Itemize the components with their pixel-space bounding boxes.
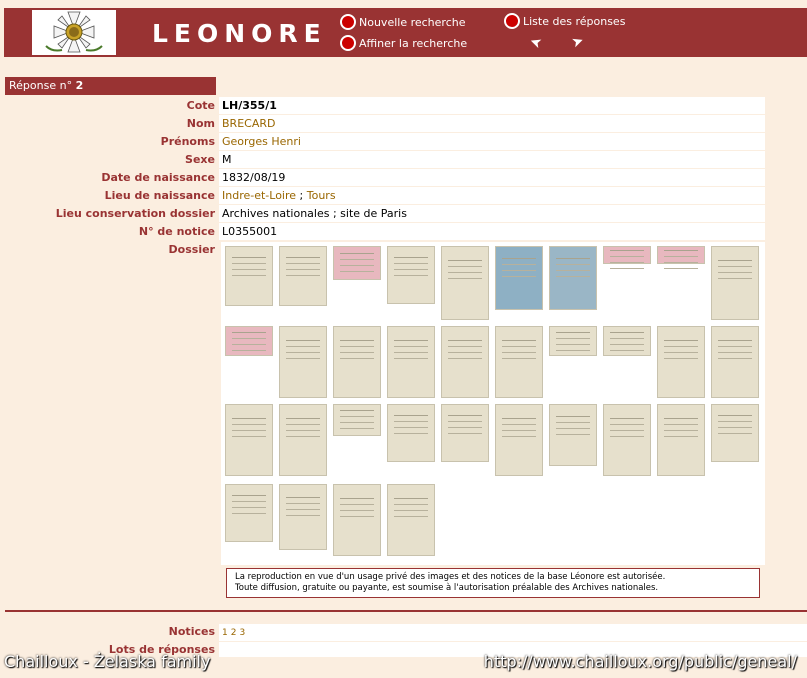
field-label: N° de notice [138,225,215,238]
dossier-page-thumbnail[interactable] [279,326,327,398]
notice-fields [5,97,765,259]
dossier-page-thumbnail[interactable] [441,326,489,398]
field-label: Cote [186,99,215,112]
dossier-page-thumbnail[interactable] [495,404,543,476]
dossier-page-thumbnail[interactable] [657,326,705,398]
red-dot-icon [340,35,356,51]
lots-label: Lots de réponses [108,643,215,656]
field-value-date-naissance: 1832/08/19 [219,169,765,186]
field-value-notice: L0355001 [219,223,765,240]
cross-icon [32,10,116,55]
affiner-recherche-link[interactable] [340,35,467,51]
field-label: Lieu conservation dossier [55,207,215,220]
field-label: Prénoms [160,135,215,148]
divider [5,610,807,612]
field-row-lieu-conservation [5,205,765,222]
dossier-page-thumbnail[interactable] [333,326,381,398]
dossier-page-thumbnail[interactable] [711,404,759,462]
field-label: Nom [186,117,215,130]
dossier-page-thumbnail[interactable] [549,246,597,310]
dossier-page-thumbnail[interactable] [549,404,597,466]
dossier-page-thumbnail[interactable] [333,404,381,436]
dossier-thumbnails [221,242,765,565]
page-link[interactable]: 3 [239,628,246,638]
field-row-prenoms [5,133,765,150]
field-value-nom[interactable]: BRECARD [219,115,765,132]
dossier-page-thumbnail[interactable] [441,404,489,462]
dossier-page-thumbnail[interactable] [495,246,543,310]
separator: ; [296,189,307,202]
field-label: Date de naissance [101,171,215,184]
dossier-page-thumbnail[interactable] [225,246,273,306]
dossier-page-thumbnail[interactable] [225,404,273,476]
dossier-page-thumbnail[interactable] [387,326,435,398]
nouvelle-recherche-link[interactable] [340,14,466,30]
notice-line-2: Toute diffusion, gratuite ou payante, est soumise à l'autorisation préalable des Archives nationales. [235,583,659,593]
dossier-page-thumbnail[interactable] [387,246,435,304]
dossier-page-thumbnail[interactable] [225,484,273,542]
field-value-cote: LH/355/1 [219,97,765,114]
app-title: LEONORE [152,19,327,48]
field-row-cote [5,97,765,114]
notices-row [5,624,807,641]
dossier-page-thumbnail[interactable] [387,484,435,556]
dossier-page-thumbnail[interactable] [279,246,327,306]
notices-pages [219,624,807,641]
dossier-page-thumbnail[interactable] [711,326,759,398]
field-label: Dossier [168,243,215,256]
field-label: Sexe [185,153,215,166]
dossier-page-thumbnail[interactable] [225,326,273,356]
field-row-notice [5,223,765,240]
dossier-page-thumbnail[interactable] [603,404,651,476]
dossier-page-thumbnail[interactable] [603,326,651,356]
response-number: 2 [75,79,84,92]
dossier-page-thumbnail[interactable] [495,326,543,398]
red-dot-icon [340,14,356,30]
field-row-nom [5,115,765,132]
legion-honneur-logo [32,10,116,55]
dossier-page-thumbnail[interactable] [333,246,381,280]
nouvelle-recherche-label: Nouvelle recherche [359,15,466,29]
affiner-recherche-label: Affiner la recherche [359,36,468,50]
field-row-sexe [5,151,765,168]
previous-arrow-icon[interactable]: ➤ [527,32,545,52]
dossier-page-thumbnail[interactable] [441,246,489,320]
dossier-page-thumbnail[interactable] [333,484,381,556]
field-value-lieu-conservation: Archives nationales ; site de Paris [219,205,765,222]
page-link[interactable]: 1 [222,628,228,638]
liste-reponses-link[interactable] [504,13,625,29]
watermark-right: http://www.chailloux.org/public/geneal/ [483,652,797,671]
notice-line-1: La reproduction en vue d'un usage privé des images et des notices de la base Léonore est autorisée. [235,572,666,582]
ville-link[interactable]: Tours [306,189,336,202]
dossier-page-thumbnail[interactable] [657,246,705,264]
dossier-page-thumbnail[interactable] [279,484,327,550]
next-arrow-icon[interactable]: ➤ [569,32,587,52]
reproduction-notice [226,568,760,598]
field-value-prenoms[interactable]: Georges Henri [219,133,765,150]
field-row-lieu-naissance [5,187,765,204]
dossier-page-thumbnail[interactable] [711,246,759,320]
field-label: Lieu de naissance [104,189,215,202]
dossier-page-thumbnail[interactable] [279,404,327,476]
departement-link[interactable]: Indre-et-Loire [222,189,297,202]
dossier-page-thumbnail[interactable] [549,326,597,356]
dossier-page-thumbnail[interactable] [657,404,705,476]
watermark-left: Chailloux - Żelaska family [4,652,211,671]
notices-label: Notices [168,625,215,638]
liste-reponses-label: Liste des réponses [523,14,626,28]
dossier-page-thumbnail[interactable] [603,246,651,264]
red-dot-icon [504,13,520,29]
response-header [5,77,216,95]
field-value-lieu-naissance [219,187,765,204]
field-row-date-naissance [5,169,765,186]
field-value-sexe: M [219,151,765,168]
page-link[interactable]: 2 [230,628,237,638]
response-prefix: Réponse n° [9,79,73,92]
dossier-page-thumbnail[interactable] [387,404,435,462]
